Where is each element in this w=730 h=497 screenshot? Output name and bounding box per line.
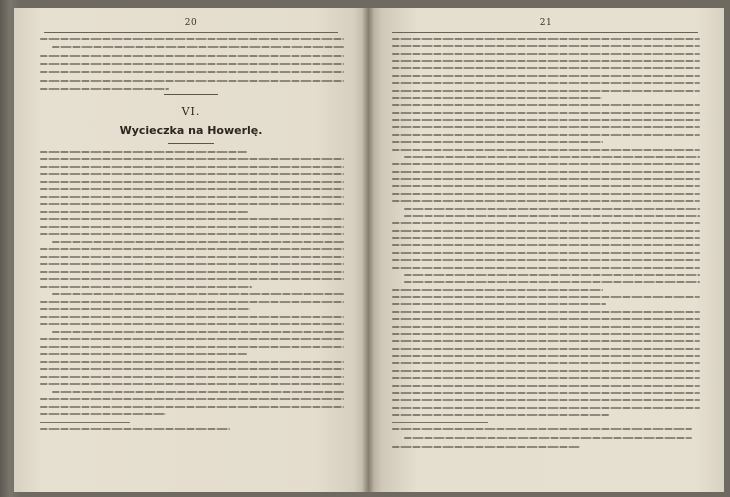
text-line	[392, 311, 700, 313]
text-line	[392, 446, 580, 448]
text-line	[40, 338, 344, 340]
text-line	[40, 166, 344, 168]
text-line	[40, 158, 344, 160]
section-divider-bottom	[168, 143, 214, 144]
text-line	[40, 55, 344, 57]
left-footnote	[40, 428, 230, 434]
text-line	[40, 301, 344, 303]
text-line	[40, 346, 344, 348]
text-line	[392, 60, 700, 62]
text-line	[392, 75, 700, 77]
text-line	[392, 38, 700, 40]
text-line	[40, 88, 169, 90]
text-line	[40, 248, 344, 250]
text-line	[40, 308, 250, 310]
section-title: Wycieczka na Howerlę.	[119, 124, 263, 137]
text-line	[392, 185, 700, 187]
text-line	[52, 46, 344, 48]
text-line	[392, 149, 700, 151]
left-body-text	[40, 151, 344, 415]
left-page-header	[14, 18, 368, 32]
text-line	[40, 218, 344, 220]
text-line	[392, 340, 700, 342]
text-line	[40, 151, 247, 153]
text-line	[404, 437, 692, 439]
text-line	[392, 244, 700, 246]
text-line	[392, 119, 700, 121]
right-footnotes	[392, 428, 692, 448]
text-line	[392, 267, 700, 269]
text-line	[40, 286, 252, 288]
text-line	[392, 45, 700, 47]
text-line	[392, 141, 603, 143]
text-line	[40, 63, 344, 65]
left-header-rule	[44, 32, 338, 33]
text-line	[392, 318, 700, 320]
right-page-header	[368, 18, 724, 32]
text-line	[40, 271, 344, 273]
text-line	[392, 428, 692, 430]
text-line	[392, 163, 700, 165]
text-line	[392, 82, 700, 84]
text-line	[392, 67, 700, 69]
text-line	[392, 370, 700, 372]
text-line	[40, 278, 344, 280]
text-line	[52, 241, 344, 243]
left-footnote-rule	[40, 422, 130, 423]
section-divider-top	[164, 94, 218, 95]
text-line	[404, 281, 700, 283]
text-line	[40, 428, 230, 430]
text-line	[392, 104, 700, 106]
text-line	[392, 399, 700, 401]
text-line	[40, 398, 344, 400]
text-line	[40, 361, 344, 363]
text-line	[392, 252, 700, 254]
right-footnote-rule	[392, 422, 488, 423]
text-line	[40, 203, 344, 205]
text-line	[392, 112, 700, 114]
text-line	[40, 196, 344, 198]
left-page	[14, 8, 368, 492]
text-line	[40, 413, 166, 415]
text-line	[392, 200, 700, 202]
text-line	[40, 256, 344, 258]
text-line	[52, 293, 344, 295]
text-line	[404, 274, 700, 276]
text-line	[40, 368, 344, 370]
text-line	[40, 353, 247, 355]
text-line	[40, 188, 344, 190]
right-header-rule	[392, 32, 698, 33]
text-line	[392, 296, 700, 298]
text-line	[392, 362, 700, 364]
text-line	[392, 90, 700, 92]
text-line	[392, 355, 700, 357]
text-line	[392, 97, 602, 99]
text-line	[40, 406, 344, 408]
text-line	[40, 173, 344, 175]
text-line	[392, 303, 606, 305]
right-body-text	[392, 38, 700, 416]
text-line	[40, 263, 344, 265]
text-line	[392, 392, 700, 394]
right-page-number: 21	[539, 18, 553, 28]
text-line	[392, 178, 700, 180]
text-line	[392, 289, 603, 291]
text-line	[40, 226, 344, 228]
text-line	[40, 38, 344, 40]
text-line	[392, 407, 700, 409]
text-line	[392, 385, 700, 387]
text-line	[392, 237, 700, 239]
text-line	[392, 126, 700, 128]
text-line	[392, 377, 700, 379]
text-line	[392, 230, 700, 232]
text-line	[392, 134, 700, 136]
book-gutter	[362, 8, 374, 492]
text-line	[404, 208, 700, 210]
text-line	[392, 171, 700, 173]
text-line	[40, 233, 344, 235]
text-line	[40, 211, 248, 213]
left-page-number: 20	[184, 18, 198, 28]
text-line	[40, 71, 344, 73]
text-line	[404, 215, 700, 217]
text-line	[40, 376, 344, 378]
text-line	[392, 348, 700, 350]
text-line	[392, 414, 609, 416]
text-line	[392, 333, 700, 335]
text-line	[40, 80, 344, 82]
text-line	[392, 222, 700, 224]
text-line	[52, 331, 344, 333]
text-line	[52, 391, 344, 393]
right-page	[368, 8, 724, 492]
text-line	[392, 53, 700, 55]
text-line	[40, 323, 344, 325]
text-line	[40, 316, 344, 318]
text-line	[392, 193, 700, 195]
text-line	[392, 326, 700, 328]
text-line	[40, 383, 344, 385]
text-line	[392, 259, 700, 261]
text-line	[404, 156, 700, 158]
left-opening-paragraph	[40, 38, 344, 90]
section-number: VI.	[181, 105, 201, 118]
text-line	[40, 181, 344, 183]
